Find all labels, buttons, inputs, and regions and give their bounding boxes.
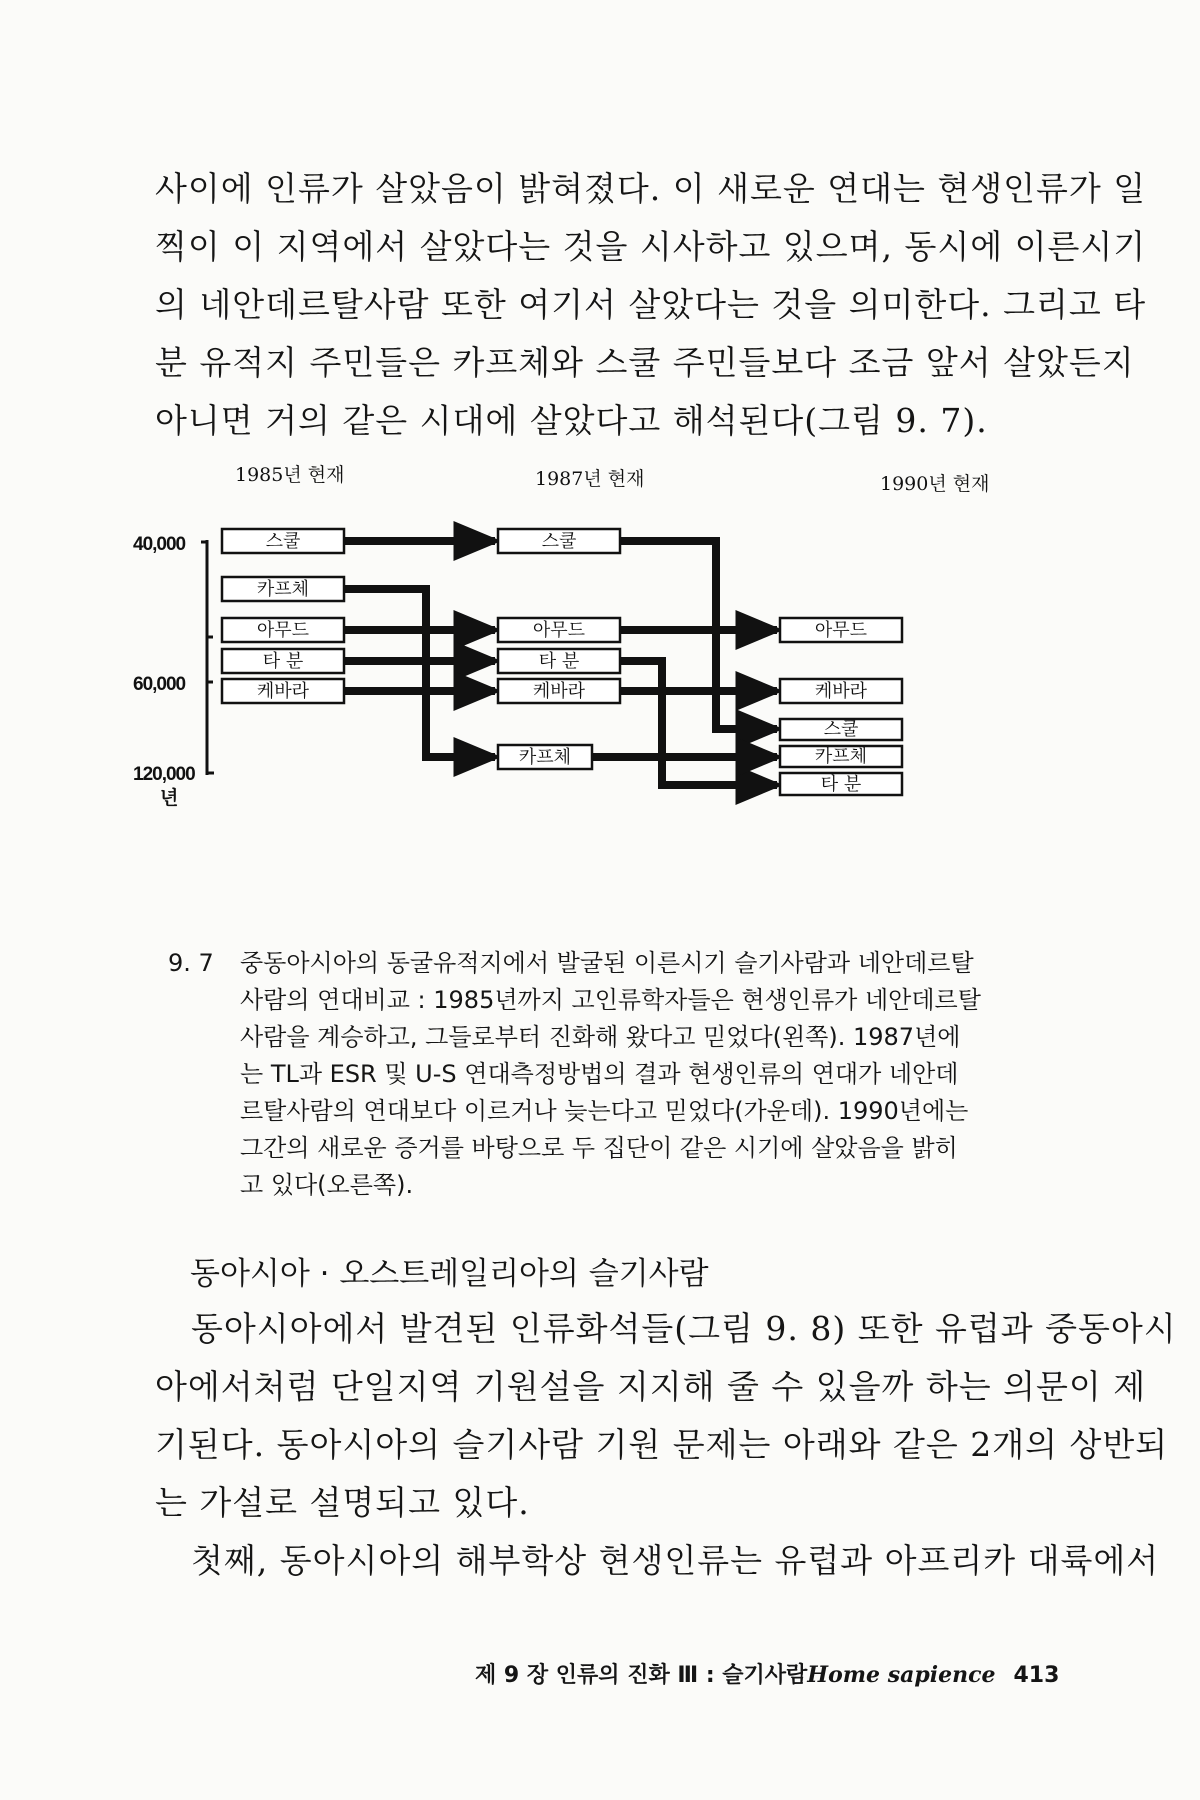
chapter-title: 제 9 장 인류의 진화 Ⅲ : 슬기사람 [475, 1663, 808, 1688]
text-line: 첫째, 동아시아의 해부학상 현생인류는 유럽과 아프리카 대륙에서 [191, 1541, 1160, 1580]
text-line: 기된다. 동아시아의 슬기사람 기원 문제는 아래와 같은 2개의 상반되 [155, 1425, 1169, 1464]
column-header-1987: 1987년 현재 [535, 468, 645, 490]
site-box-kebara [222, 679, 344, 703]
figure-caption [168, 945, 1048, 1204]
site-box-tabun [780, 773, 902, 795]
chronology-figure [130, 455, 1060, 935]
text-line: 분 유적지 주민들은 카프체와 스쿨 주민들보다 조금 앞서 살았든지 [155, 343, 1135, 382]
site-box-skhul [498, 529, 620, 553]
site-box-skhul [222, 529, 344, 553]
site-label: 아무드 [256, 620, 310, 641]
site-box-amud [780, 618, 902, 642]
site-box-kebara [780, 679, 902, 703]
caption-line: 고 있다(오른쪽). [240, 1171, 414, 1199]
site-label: 타 분 [820, 774, 862, 795]
caption-line: 사람을 계승하고, 그들로부터 진화해 왔다고 믿었다(왼쪽). 1987년에 [240, 1023, 961, 1051]
running-footer [475, 1658, 1060, 1689]
site-label: 케바라 [256, 681, 310, 702]
text-line: 찍이 이 지역에서 살았다는 것을 시사하고 있으며, 동시에 이른시기 [155, 227, 1147, 266]
site-label: 스쿨 [541, 531, 577, 552]
site-box-tabun [498, 649, 620, 673]
figure-number: 9. 7 [168, 949, 214, 977]
caption-line: 르탈사람의 연대보다 이르거나 늦는다고 믿었다(가운데). 1990년에는 [240, 1097, 969, 1125]
axis-label-40000: 40,000 [133, 534, 186, 555]
site-label: 아무드 [814, 620, 868, 641]
arrow-skhul-1987-1990 [620, 541, 777, 729]
caption-line: 중동아시아의 동굴유적지에서 발굴된 이른시기 슬기사람과 네안데르탈 [240, 949, 974, 977]
axis-label-60000: 60,000 [133, 674, 186, 695]
site-label: 케바라 [532, 681, 586, 702]
section-heading: 동아시아 · 오스트레일리아의 슬기사람 [190, 1256, 709, 1292]
caption-line: 그간의 새로운 증거를 바탕으로 두 집단이 같은 시기에 살았음을 밝히 [240, 1134, 958, 1162]
caption-line: 는 TL과 ESR 및 U-S 연대측정방법의 결과 현생인류의 연대가 네안데 [240, 1060, 959, 1088]
caption-line: 사람의 연대비교 : 1985년까지 고인류학자들은 현생인류가 네안데르탈 [240, 986, 981, 1014]
page-number: 413 [1013, 1663, 1060, 1688]
site-label: 아무드 [532, 620, 586, 641]
arrow-tabun-1987-1990 [620, 661, 777, 785]
text-line: 사이에 인류가 살았음이 밝혀졌다. 이 새로운 연대는 현생인류가 일 [155, 169, 1147, 208]
text-line: 아니면 거의 같은 시대에 살았다고 해석된다(그림 9. 7). [155, 401, 988, 440]
text-line: 동아시아에서 발견된 인류화석들(그림 9. 8) 또한 유럽과 중동아시 [191, 1309, 1177, 1348]
site-label: 카프체 [814, 746, 868, 767]
site-box-qafzeh [780, 746, 902, 767]
site-box-qafzeh [498, 745, 592, 769]
axis-label-120000: 120,000 [133, 764, 195, 785]
caption-text [240, 945, 1048, 1204]
chapter-title-english: Home sapience [807, 1662, 996, 1688]
chronology-diagram [130, 455, 1060, 935]
site-label: 카프체 [256, 579, 310, 600]
text-line: 의 네안데르탈사람 또한 여기서 살았다는 것을 의미한다. 그리고 타 [155, 285, 1147, 324]
site-box-amud [222, 618, 344, 642]
column-header-1990: 1990년 현재 [880, 473, 990, 495]
site-label: 타 분 [262, 651, 304, 672]
site-box-amud [498, 618, 620, 642]
column-header-1985: 1985년 현재 [235, 464, 345, 486]
site-box-skhul [780, 719, 902, 740]
text-line: 아에서처럼 단일지역 기원설을 지지해 줄 수 있을까 하는 의문이 제 [155, 1367, 1147, 1406]
site-box-qafzeh [222, 577, 344, 601]
axis-label-year-unit: 년 [160, 788, 178, 809]
site-label: 타 분 [538, 651, 580, 672]
intro-paragraph [155, 160, 1147, 450]
site-label: 카프체 [518, 747, 572, 768]
text-line: 는 가설로 설명되고 있다. [155, 1483, 530, 1522]
site-label: 케바라 [814, 681, 868, 702]
arrow-qafzeh-1985-1987 [344, 589, 495, 757]
site-box-tabun [222, 649, 344, 673]
site-label: 스쿨 [823, 719, 859, 740]
section-paragraph [155, 1300, 1177, 1590]
site-label: 스쿨 [265, 531, 301, 552]
site-box-kebara [498, 679, 620, 703]
